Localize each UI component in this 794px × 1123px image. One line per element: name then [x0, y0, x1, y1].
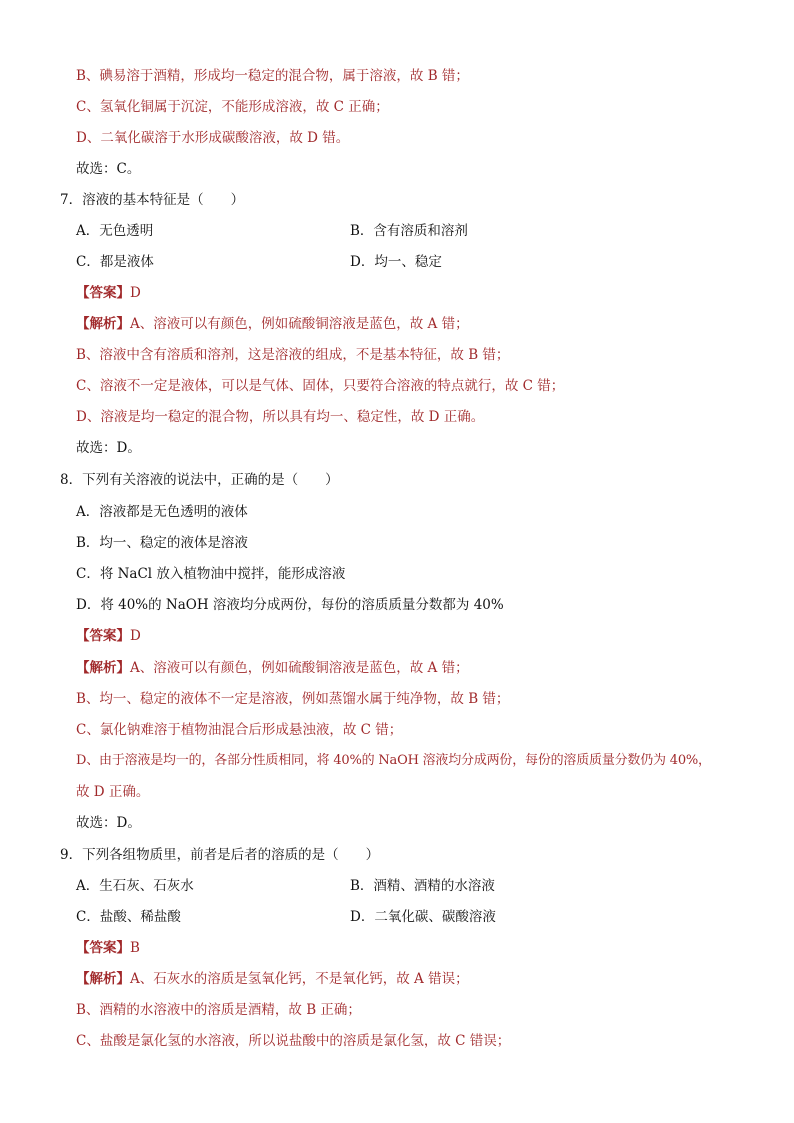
q8-answer-value: D — [130, 628, 141, 644]
q7-answer-value: D — [130, 285, 141, 301]
q8-analysis-b: B、均一、稳定的液体不一定是溶液，例如蒸馏水属于纯净物，故 B 错； — [76, 691, 510, 707]
q8-choice: 故选：D。 — [76, 815, 141, 831]
q8-analysis-a-text: A、溶液可以有颜色，例如硫酸铜溶液是蓝色，故 A 错； — [130, 660, 469, 676]
q9-analysis-b: B、酒精的水溶液中的溶质是酒精，故 B 正确； — [76, 1002, 361, 1018]
q7-option-d: D．均一、稳定 — [350, 254, 442, 270]
q7-option-a: A．无色透明 — [76, 223, 154, 239]
q8-analysis-c: C、氯化钠难溶于植物油混合后形成悬浊液，故 C 错； — [76, 722, 403, 738]
q7-analysis-tag: 【解析】 — [76, 316, 130, 332]
q8-answer-tag: 【答案】 — [76, 628, 130, 644]
q9-analysis-a — [76, 970, 469, 988]
q7-analysis-a-text: A、溶液可以有颜色，例如硫酸铜溶液是蓝色，故 A 错； — [130, 316, 469, 332]
q7-analysis-b: B、溶液中含有溶质和溶剂，这是溶液的组成，不是基本特征，故 B 错； — [76, 347, 510, 363]
prev-analysis-c: C、氢氧化铜属于沉淀，不能形成溶液，故 C 正确； — [76, 99, 389, 115]
q9-answer-value: B — [130, 940, 140, 956]
q9-answer — [76, 939, 140, 957]
q7-option-c: C．都是液体 — [76, 254, 154, 270]
q7-choice: 故选：D。 — [76, 440, 141, 456]
q8-option-a: A．溶液都是无色透明的液体 — [76, 504, 248, 520]
q8-analysis-a — [76, 659, 469, 677]
q8-option-c: C．将 NaCl 放入植物油中搅拌，能形成溶液 — [76, 566, 346, 582]
q7-answer-tag: 【答案】 — [76, 285, 130, 301]
q9-option-a: A．生石灰、石灰水 — [76, 878, 194, 894]
q7-answer — [76, 284, 141, 302]
prev-analysis-d: D、二氧化碳溶于水形成碳酸溶液，故 D 错。 — [76, 130, 350, 146]
q7-analysis-d: D、溶液是均一稳定的混合物，所以具有均一、稳定性，故 D 正确。 — [76, 409, 485, 425]
q9-analysis-tag: 【解析】 — [76, 971, 130, 987]
q8-answer — [76, 627, 141, 645]
q7-option-b: B．含有溶质和溶剂 — [350, 223, 468, 239]
q7-stem: 7．溶液的基本特征是（ ） — [60, 192, 245, 208]
prev-analysis-b: B、碘易溶于酒精，形成均一稳定的混合物，属于溶液，故 B 错； — [76, 68, 469, 84]
q9-analysis-c: C、盐酸是氯化氢的水溶液，所以说盐酸中的溶质是氯化氢，故 C 错误； — [76, 1033, 511, 1049]
q9-analysis-a-text: A、石灰水的溶质是氢氧化钙，不是氧化钙，故 A 错误； — [130, 971, 469, 987]
q8-analysis-tag: 【解析】 — [76, 660, 130, 676]
q7-analysis-a — [76, 315, 469, 333]
prev-choice: 故选：C。 — [76, 161, 141, 177]
q9-answer-tag: 【答案】 — [76, 940, 130, 956]
q9-stem: 9．下列各组物质里，前者是后者的溶质的是（ ） — [60, 847, 380, 863]
q9-option-d: D．二氧化碳、碳酸溶液 — [350, 909, 496, 925]
q9-option-c: C．盐酸、稀盐酸 — [76, 909, 181, 925]
q8-analysis-d2: 故 D 正确。 — [76, 784, 150, 800]
q8-option-d: D．将 40%的 NaOH 溶液均分成两份，每份的溶质质量分数都为 40% — [76, 597, 504, 613]
q8-analysis-d1: D、由于溶液是均一的，各部分性质相同，将 40%的 NaOH 溶液均分成两份，每份的溶质质量分数仍为 40%， — [76, 753, 711, 768]
q7-analysis-c: C、溶液不一定是液体，可以是气体、固体，只要符合溶液的特点就行，故 C 错； — [76, 378, 565, 394]
q8-option-b: B．均一、稳定的液体是溶液 — [76, 535, 248, 551]
q8-stem: 8．下列有关溶液的说法中，正确的是（ ） — [60, 472, 339, 488]
q9-option-b: B．酒精、酒精的水溶液 — [350, 878, 495, 894]
